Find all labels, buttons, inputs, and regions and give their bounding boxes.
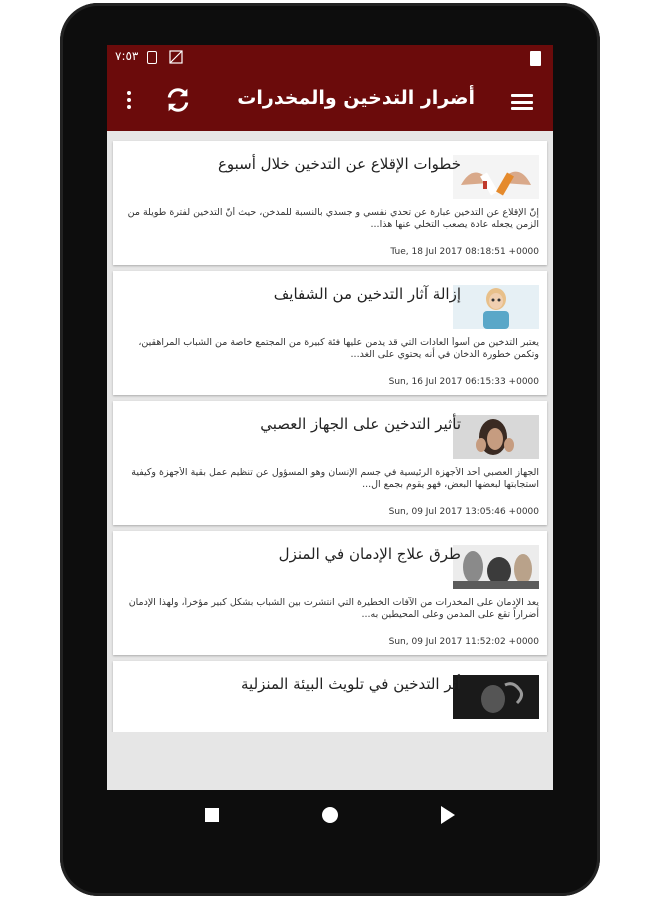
article-list [107,131,553,732]
nav-recents-icon[interactable] [202,805,222,825]
signal-off-icon [169,50,183,64]
article-summary: يعتبر التدخين من أسوأ العادات التي قد يدمن عليها فئة كبيرة من المجتمع خاصة من الشباب المراهقين، وتكمن خطورة الدخان في أنه يحتوي على الغد... [138,337,539,360]
article-title: تأثير التدخين على الجهاز العصبي [260,415,461,433]
app-bar [107,69,553,131]
article-card[interactable] [113,141,547,265]
battery-icon [530,51,541,66]
article-date: Sun, 09 Jul 2017 13:05:46 +0000 [388,507,539,517]
article-thumbnail [453,155,539,199]
article-thumbnail [453,675,539,719]
article-summary [125,727,539,732]
refresh-icon[interactable] [163,85,193,115]
article-date: Tue, 18 Jul 2017 08:18:51 +0000 [390,247,539,257]
article-title: طرق علاج الإدمان في المنزل [278,545,461,563]
overflow-menu-icon[interactable] [125,91,133,111]
hamburger-menu-icon[interactable] [511,94,533,110]
article-summary: يعد الإدمان على المخدرات من الآفات الخطيرة التي انتشرت بين الشباب بشكل كبير مؤخراً، ولهذا الإدمان أضراراً تقع على المدمن وعلى المحيطين به... [128,597,539,620]
article-card[interactable] [113,271,547,395]
article-title: خطوات الإقلاع عن التدخين خلال أسبوع [217,155,461,173]
article-card[interactable] [113,661,547,732]
sim-icon [147,51,157,64]
article-title: إزالة آثار التدخين من الشفايف [273,285,461,303]
app-title: أضرار التدخين والمخدرات [237,87,475,109]
nav-back-icon[interactable] [438,805,458,825]
article-thumbnail [453,415,539,459]
article-date: Sun, 09 Jul 2017 11:52:02 +0000 [388,637,539,647]
article-title: أثر التدخين في تلويث البيئة المنزلية [241,675,461,693]
article-thumbnail [453,545,539,589]
app-screen [107,45,553,790]
article-summary: الجهاز العصبي أحد الأجهزة الرئيسية في جسم الإنسان وهو المسؤول عن تنظيم عمل بقية الأجهزة وكيفية استجابتها لبعضها البعض، فهو يقوم بجمع ال... [131,467,539,490]
android-navigation-bar [107,790,553,840]
nav-home-icon[interactable] [320,805,340,825]
article-date: Sun, 16 Jul 2017 06:15:33 +0000 [388,377,539,387]
article-thumbnail [453,285,539,329]
article-summary: إنّ الإقلاع عن التدخين عبارة عن تحدي نفسي و جسدي بالنسبة للمدخن، حيث أنّ التدخين لفترة طويلة من الزمن يجعله عادة يصعب التخلي عنها هذا... [127,207,539,230]
status-time: ٧:٥٣ [115,49,139,63]
article-card[interactable] [113,401,547,525]
article-card[interactable] [113,531,547,655]
status-bar [107,45,553,69]
